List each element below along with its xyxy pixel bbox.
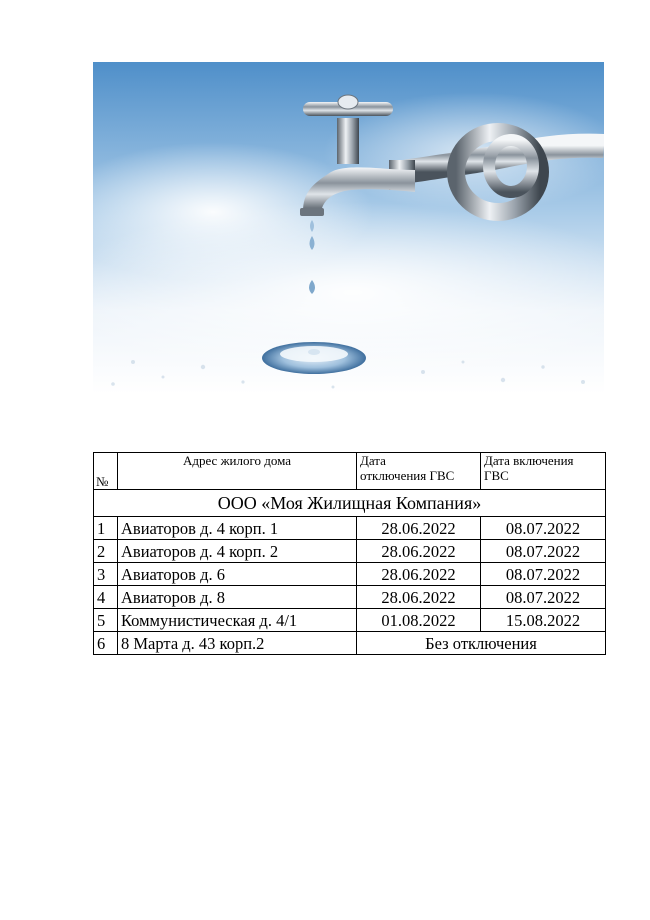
row-number: 6 (94, 632, 118, 655)
header-off-line2: отключения ГВС (360, 468, 455, 483)
row-off-date: 28.06.2022 (357, 540, 481, 563)
row-on-date: 08.07.2022 (481, 517, 606, 540)
row-on-date: 15.08.2022 (481, 609, 606, 632)
table-row (94, 586, 606, 609)
row-on-date: 08.07.2022 (481, 563, 606, 586)
company-name: ООО «Моя Жилищная Компания» (94, 490, 606, 517)
row-off-date: 28.06.2022 (357, 586, 481, 609)
row-on-date: 08.07.2022 (481, 586, 606, 609)
row-off-date: 01.08.2022 (357, 609, 481, 632)
header-number: № (94, 453, 118, 490)
table-row (94, 632, 606, 655)
row-address: Авиаторов д. 4 корп. 2 (118, 540, 357, 563)
row-address: 8 Марта д. 43 корп.2 (118, 632, 357, 655)
row-address: Коммунистическая д. 4/1 (118, 609, 357, 632)
header-on-line1: Дата включения (484, 453, 574, 468)
hero-image (93, 62, 604, 394)
row-address: Авиаторов д. 4 корп. 1 (118, 517, 357, 540)
row-no-shutdown: Без отключения (357, 632, 606, 655)
row-number: 1 (94, 517, 118, 540)
hot-water-schedule-table (93, 452, 606, 655)
row-off-date: 28.06.2022 (357, 563, 481, 586)
row-address: Авиаторов д. 8 (118, 586, 357, 609)
row-off-date: 28.06.2022 (357, 517, 481, 540)
table-header-row (94, 453, 606, 490)
header-off-line1: Дата (360, 453, 386, 468)
row-on-date: 08.07.2022 (481, 540, 606, 563)
header-address: Адрес жилого дома (118, 453, 357, 490)
water-tap-knotted-pipe-icon (93, 62, 604, 394)
table-row (94, 609, 606, 632)
row-number: 5 (94, 609, 118, 632)
row-address: Авиаторов д. 6 (118, 563, 357, 586)
row-number: 2 (94, 540, 118, 563)
company-row (94, 490, 606, 517)
header-on-date (481, 453, 606, 490)
table-row (94, 517, 606, 540)
header-off-date (357, 453, 481, 490)
row-number: 3 (94, 563, 118, 586)
table-row (94, 540, 606, 563)
row-number: 4 (94, 586, 118, 609)
header-on-line2: ГВС (484, 468, 509, 483)
table-row (94, 563, 606, 586)
